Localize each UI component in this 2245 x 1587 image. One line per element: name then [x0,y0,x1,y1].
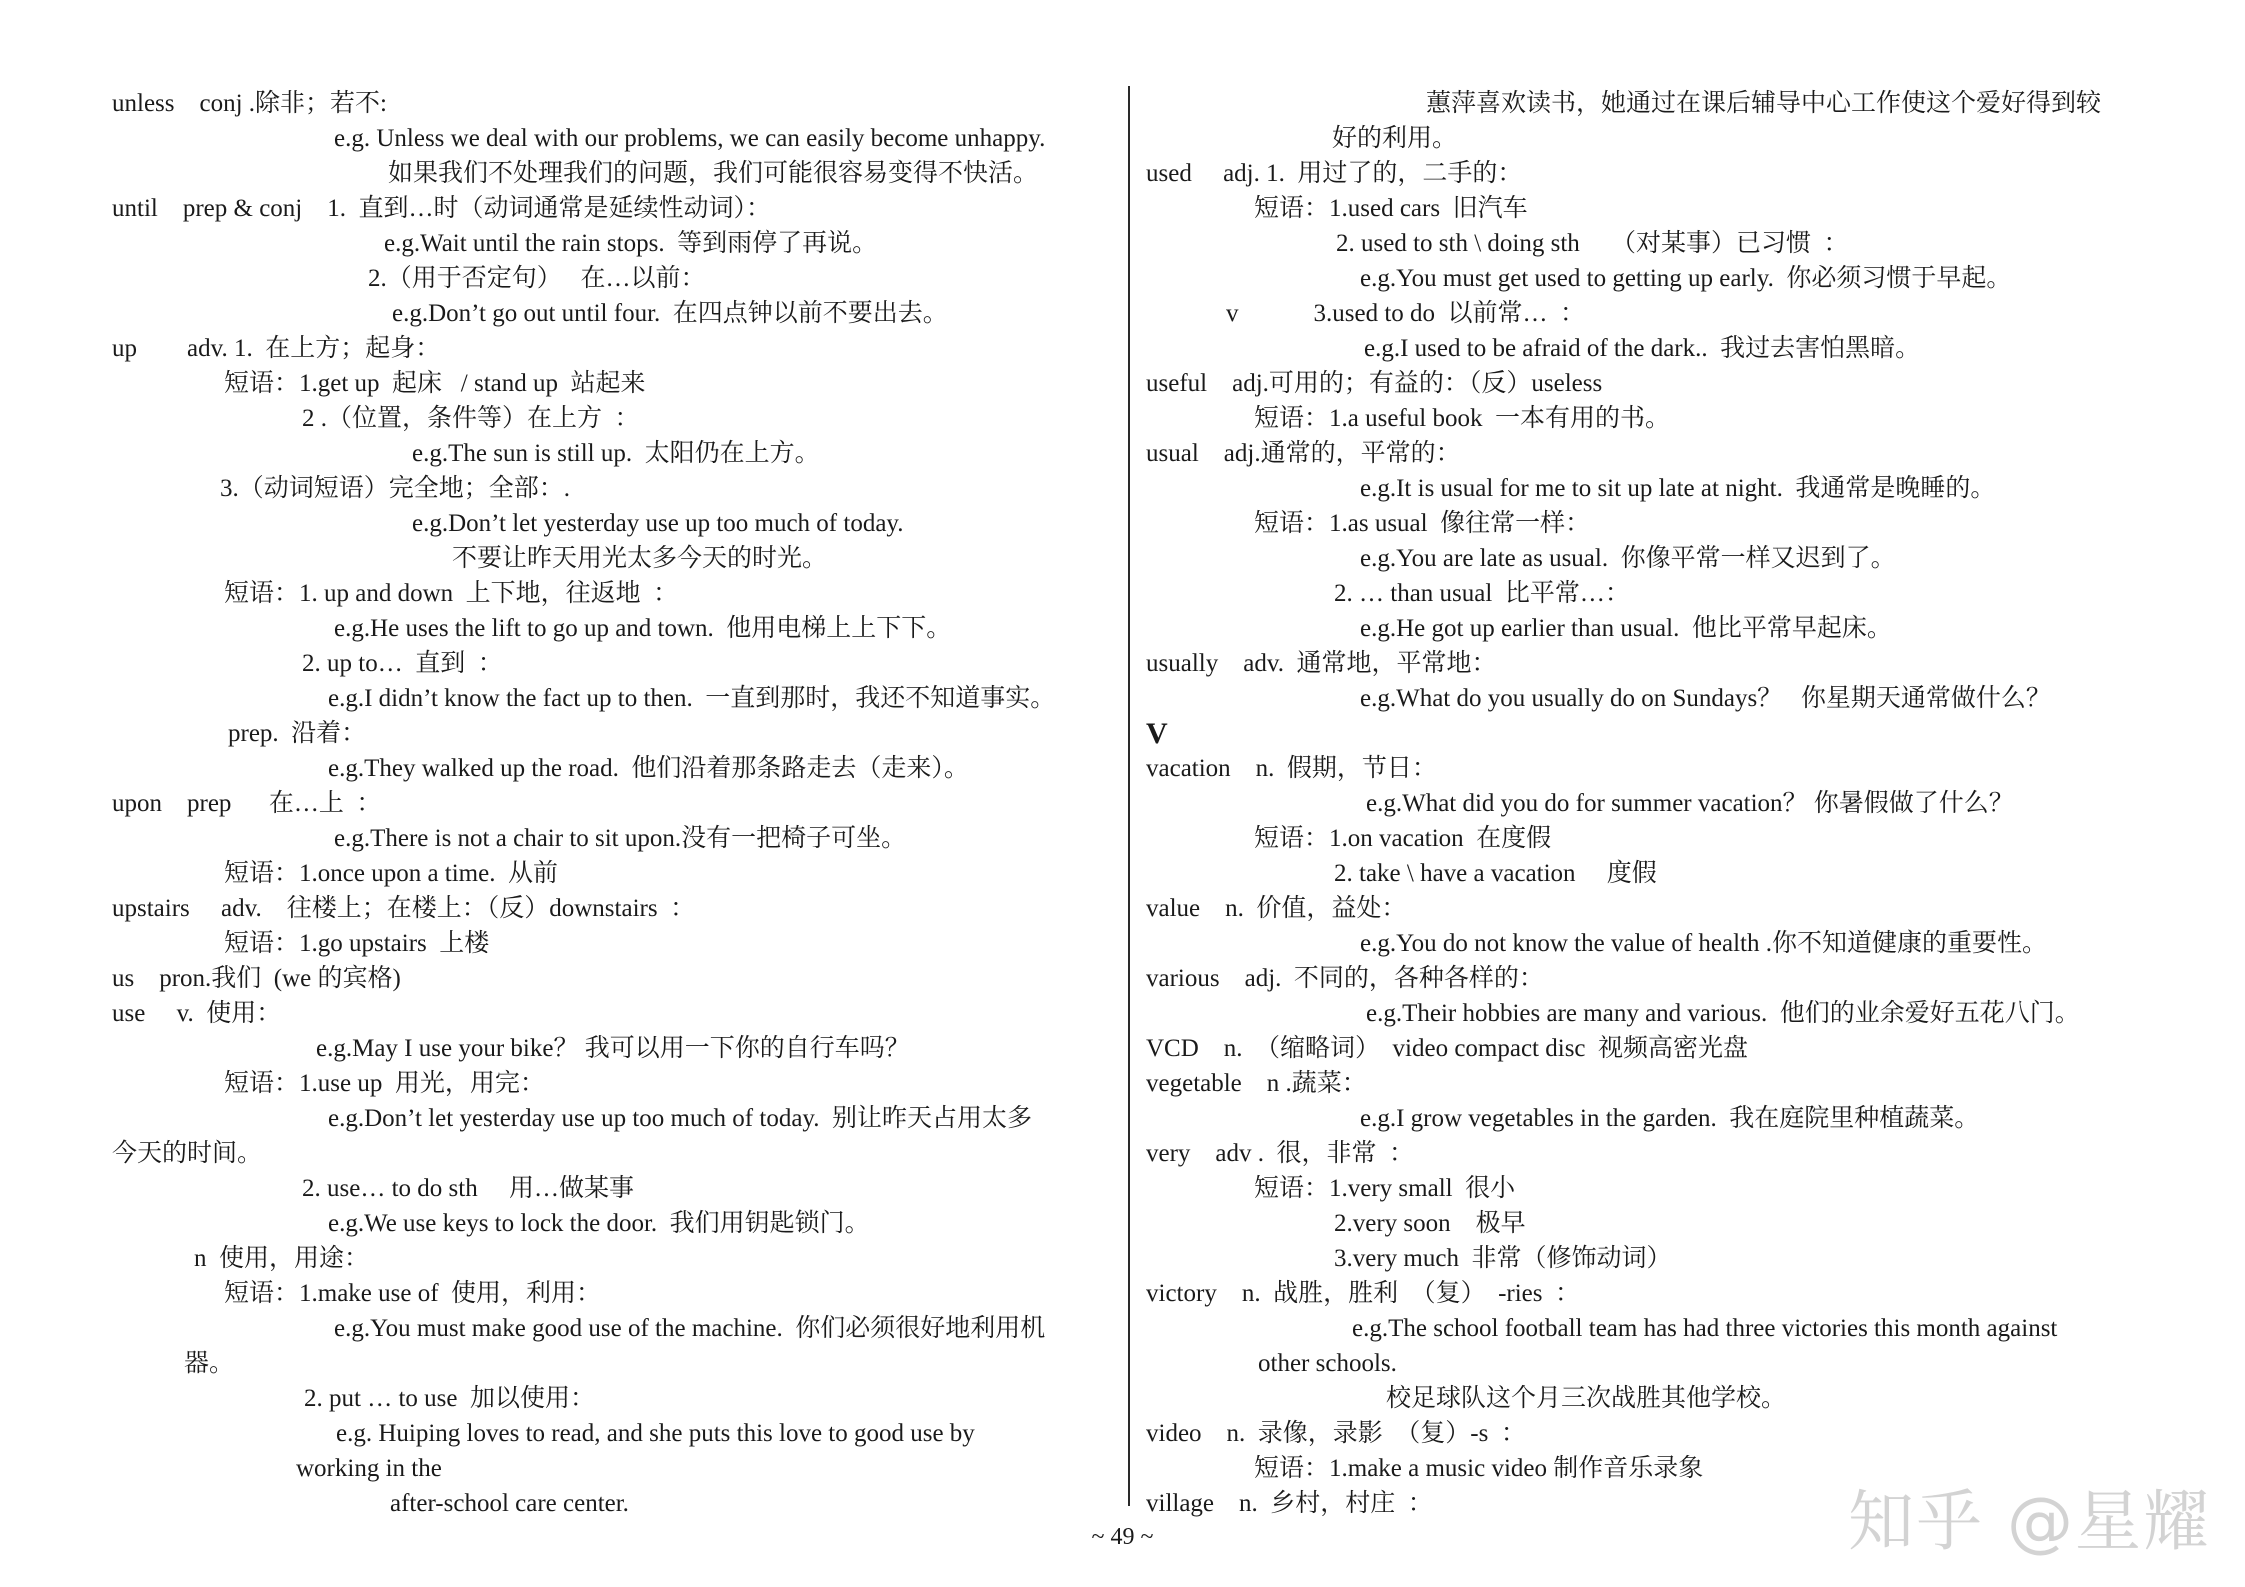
dictionary-line [112,856,1142,891]
line-text: village n. 乡村，村庄 ： [1146,1490,1433,1517]
line-text: 短语：1.go upstairs 上楼 [224,930,490,957]
dictionary-line [1146,1101,2176,1136]
line-text: usual adj.通常的，平常的： [1146,440,1461,467]
line-text: e.g.What do you usually do on Sundays？ 你星期天通常做什么？ [1360,685,2051,712]
dictionary-line [1146,1206,2176,1241]
line-text: used adj. 1. 用过了的，二手的： [1146,160,1523,187]
line-text: e.g.Don’t go out until four. 在四点钟以前不要出去。 [392,300,948,327]
line-text: e.g.Their hobbies are many and various. 他们的业余爱好五花八门。 [1366,1000,2080,1027]
watermark: 知乎 @星耀 [1848,1483,2211,1560]
line-text: video n. 录像，录影 （复）-s ： [1146,1420,1526,1447]
line-text: vacation n. 假期，节日： [1146,755,1437,782]
line-text: up adv. 1. 在上方；起身： [112,335,441,362]
line-text: 不要让昨天用光太多今天的时光。 [452,545,828,572]
dictionary-line [1146,856,2176,891]
dictionary-line [1146,751,2176,786]
line-text: e.g. Unless we deal with our problems, we can easily become unhappy. [334,125,1046,152]
line-text: 今天的时间。 [112,1140,263,1167]
line-text: 短语：1. up and down 上下地，往返地 ： [224,580,679,607]
dictionary-line [112,366,1142,401]
dictionary-line [112,1451,1142,1486]
line-text: 2. put … to use 加以使用： [304,1385,595,1412]
line-text: various adj. 不同的，各种各样的： [1146,965,1544,992]
line-text: 短语：1.use up 用光，用完： [224,1070,545,1097]
dictionary-line [1146,891,2176,926]
dictionary-line [1146,821,2176,856]
column-divider [1128,86,1130,1506]
dictionary-line [112,1066,1142,1101]
line-text: us pron.我们 (we 的宾格) [112,965,401,992]
line-text: e.g.He uses the lift to go up and town. 他用电梯上上下下。 [334,615,952,642]
dictionary-line [1146,611,2176,646]
line-text: 器。 [184,1350,235,1377]
dictionary-line [1146,401,2176,436]
dictionary-line [1146,1241,2176,1276]
dictionary-line [1146,1031,2176,1066]
line-text: e.g.Don’t let yesterday use up too much of today. 别让昨天占用太多 [328,1105,1033,1132]
dictionary-line [112,506,1142,541]
line-text: 短语：1.once upon a time. 从前 [224,860,558,887]
dictionary-line [112,1416,1142,1451]
dictionary-line [112,1136,1142,1171]
line-text: vegetable n .蔬菜： [1146,1070,1367,1097]
line-text: 校足球队这个月三次战胜其他学校。 [1386,1385,1787,1412]
dictionary-line [112,821,1142,856]
line-text: upstairs adv. 往楼上；在楼上：（反）downstairs ： [112,895,696,922]
line-text: 短语：1.a useful book 一本有用的书。 [1254,405,1670,432]
line-text: upon prep 在…上 ： [112,790,382,817]
line-text: 2. up to… 直到 ： [302,650,503,677]
dictionary-line [112,1346,1142,1381]
line-text: 2 .（位置，条件等）在上方 ： [302,405,640,432]
dictionary-line [1146,576,2176,611]
line-text: e.g.They walked up the road. 他们沿着那条路走去（走来）。 [328,755,969,782]
line-text: 3.（动词短语）完全地；全部：. [220,475,571,502]
dictionary-line [1146,296,2176,331]
dictionary-line [112,261,1142,296]
line-text: 短语：1.get up 起床 / stand up 站起来 [224,370,646,397]
dictionary-line [112,436,1142,471]
line-text: V [1146,717,1168,750]
dictionary-line [112,191,1142,226]
line-text: e.g.Wait until the rain stops. 等到雨停了再说。 [384,230,878,257]
dictionary-line [1146,1416,2176,1451]
line-text: other schools. [1258,1350,1397,1377]
dictionary-line [112,1171,1142,1206]
dictionary-line [112,1276,1142,1311]
line-text: VCD n. （缩略词） video compact disc 视频高密光盘 [1146,1035,1749,1062]
dictionary-line [112,926,1142,961]
line-text: e.g.I didn’t know the fact up to then. 一直到那时，我还不知道事实。 [328,685,1056,712]
dictionary-line [112,401,1142,436]
dictionary-line [1146,926,2176,961]
line-text: very adv . 很，非常 ： [1146,1140,1415,1167]
line-text: e.g.You do not know the value of health .你不知道健康的重要性。 [1360,930,2047,957]
dictionary-line [112,716,1142,751]
dictionary-line [112,296,1142,331]
line-text: 短语：1.make a music video 制作音乐录象 [1254,1455,1704,1482]
dictionary-line [112,471,1142,506]
dictionary-line [1146,681,2176,716]
dictionary-line [1146,1311,2176,1346]
dictionary-line [112,1206,1142,1241]
dictionary-line [1146,541,2176,576]
line-text: e.g.There is not a chair to sit upon.没有一把椅子可坐。 [334,825,907,852]
line-text: 2. use… to do sth 用…做某事 [302,1175,634,1202]
line-text: 2. … than usual 比平常…： [1334,580,1630,607]
dictionary-line [1146,261,2176,296]
dictionary-line [112,86,1142,121]
line-text: e.g.What did you do for summer vacation？ 你暑假做了什么？ [1366,790,2014,817]
dictionary-line [1146,786,2176,821]
dictionary-line [112,1311,1142,1346]
dictionary-line [112,681,1142,716]
line-text: e.g. Huiping loves to read, and she puts this love to good use by [336,1420,975,1447]
line-text: working in the [296,1455,442,1482]
dictionary-line [112,121,1142,156]
dictionary-line [1146,156,2176,191]
dictionary-line [112,226,1142,261]
dictionary-line [112,961,1142,996]
dictionary-line [112,786,1142,821]
line-text: 短语：1.on vacation 在度假 [1254,825,1552,852]
line-text: 2. take \ have a vacation 度假 [1334,860,1657,887]
line-text: victory n. 战胜，胜利 （复） -ries ： [1146,1280,1580,1307]
dictionary-line [1146,471,2176,506]
dictionary-line [1146,961,2176,996]
dictionary-line [112,331,1142,366]
line-text: e.g.You must get used to getting up early. 你必须习惯于早起。 [1360,265,2012,292]
dictionary-line [1146,716,2176,751]
dictionary-line [1146,1381,2176,1416]
dictionary-line [112,646,1142,681]
dictionary-line [112,751,1142,786]
line-text: 3.very much 非常（修饰动词） [1334,1245,1672,1272]
line-text: 2. used to sth \ doing sth （对某事）已习惯 ： [1336,230,1849,257]
line-text: 短语：1.very small 很小 [1254,1175,1516,1202]
line-text: e.g.You must make good use of the machine. 你们必须很好地利用机 [334,1315,1046,1342]
dictionary-line [112,1101,1142,1136]
right-column [1146,86,2176,1521]
dictionary-line [1146,1276,2176,1311]
dictionary-line [1146,331,2176,366]
dictionary-line [1146,226,2176,261]
line-text: after-school care center. [390,1490,629,1517]
dictionary-line [112,996,1142,1031]
dictionary-line [1146,191,2176,226]
line-text: use v. 使用： [112,1000,282,1027]
dictionary-line [112,1241,1142,1276]
left-column [112,86,1142,1521]
line-text: e.g.May I use your bike？ 我可以用一下你的自行车吗？ [316,1035,910,1062]
line-text: e.g.He got up earlier than usual. 他比平常早起床。 [1360,615,1892,642]
dictionary-line [1146,86,2176,121]
page-number: ~ 49 ~ [1091,1524,1154,1550]
line-text: e.g.The sun is still up. 太阳仍在上方。 [412,440,820,467]
dictionary-line [112,1381,1142,1416]
dictionary-line [1146,996,2176,1031]
line-text: 短语：1.used cars 旧汽车 [1254,195,1528,222]
line-text: 好的利用。 [1332,125,1458,152]
dictionary-line [1146,646,2176,681]
dictionary-line [1146,121,2176,156]
line-text: unless conj .除非；若不: [112,90,387,117]
line-text: e.g.Don’t let yesterday use up too much of today. [412,510,904,537]
line-text: until prep & conj 1. 直到…时（动词通常是延续性动词）： [112,195,771,222]
line-text: value n. 价值，益处： [1146,895,1407,922]
line-text: v 3.used to do 以前常… ： [1226,300,1586,327]
dictionary-line [1146,506,2176,541]
line-text: n 使用，用途： [194,1245,370,1272]
dictionary-line [112,1486,1142,1521]
dictionary-line [112,156,1142,191]
dictionary-line [112,611,1142,646]
line-text: 2.very soon 极早 [1334,1210,1526,1237]
dictionary-line [1146,1136,2176,1171]
dictionary-line [112,576,1142,611]
line-text: e.g.We use keys to lock the door. 我们用钥匙锁门。 [328,1210,870,1237]
dictionary-line [1146,436,2176,471]
line-text: 如果我们不处理我们的问题，我们可能很容易变得不快活。 [388,160,1039,187]
dictionary-line [1146,366,2176,401]
line-text: 短语：1.make use of 使用，利用： [224,1280,602,1307]
dictionary-line [1146,1066,2176,1101]
dictionary-line [112,1031,1142,1066]
line-text: useful adj.可用的；有益的：（反）useless [1146,370,1603,397]
line-text: e.g.The school football team has had three victories this month against [1352,1315,2058,1342]
dictionary-line [112,891,1142,926]
dictionary-line [1146,1346,2176,1381]
dictionary-line [1146,1171,2176,1206]
line-text: prep. 沿着： [228,720,367,747]
line-text: 短语：1.as usual 像往常一样： [1254,510,1591,537]
line-text: e.g.I grow vegetables in the garden. 我在庭院里种植蔬菜。 [1360,1105,1980,1132]
line-text: e.g.I used to be afraid of the dark.. 我过去害怕黑暗。 [1364,335,1921,362]
dictionary-line [112,541,1142,576]
line-text: e.g.It is usual for me to sit up late at night. 我通常是晚睡的。 [1360,475,1996,502]
line-text: 2.（用于否定句） 在…以前： [368,265,706,292]
line-text: 蕙萍喜欢读书，她通过在课后辅导中心工作使这个爱好得到较 [1426,90,2102,117]
line-text: e.g.You are late as usual. 你像平常一样又迟到了。 [1360,545,1896,572]
line-text: usually adv. 通常地，平常地： [1146,650,1497,677]
